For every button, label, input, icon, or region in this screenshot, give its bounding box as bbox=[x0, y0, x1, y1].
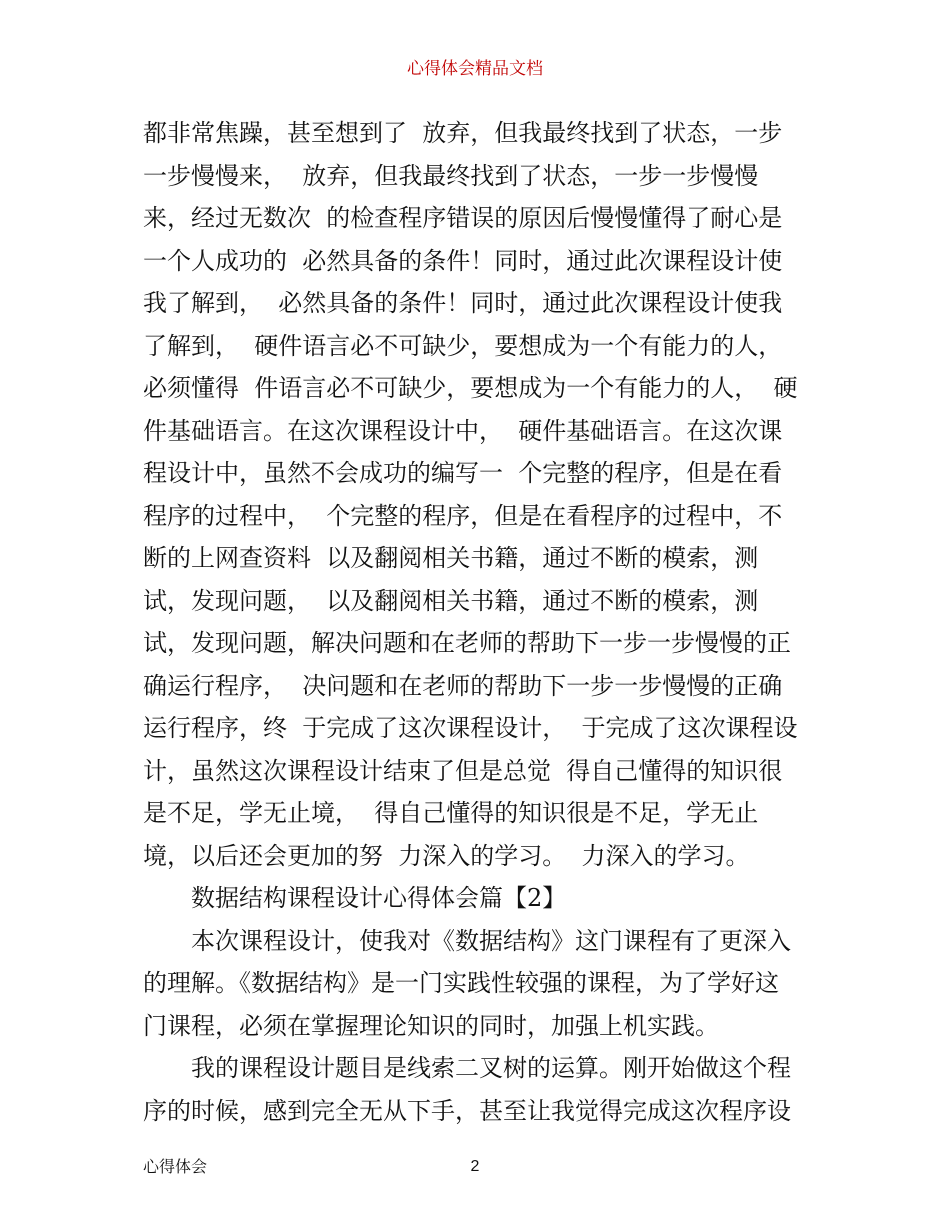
body-line-3: 来，经过无数次 的检查程序错误的原因后慢慢懂得了耐心是 bbox=[143, 204, 783, 232]
body-line-6: 了解到， 硬件语言必不可缺少，要想成为一个有能力的人， bbox=[143, 331, 783, 360]
page-number: 2 bbox=[470, 1158, 480, 1175]
body-line-11: 断的上网查资料 以及翻阅相关书籍，通过不断的模索，测 bbox=[143, 544, 759, 572]
body-line-23: 我的课程设计题目是线索二叉树的运算。刚开始做这个程 bbox=[191, 1054, 791, 1082]
body-line-10: 程序的过程中， 个完整的程序，但是在看程序的过程中，不 bbox=[143, 501, 783, 530]
page-footer-label: 心得体会 bbox=[143, 1157, 208, 1176]
body-line-8: 件基础语言。在这次课程设计中， 硬件基础语言。在这次课 bbox=[143, 416, 783, 445]
document-body bbox=[143, 112, 823, 1132]
body-line-4: 一个人成功的 必然具备的条件！同时，通过此次课程设计使 bbox=[143, 246, 783, 275]
body-line-15: 运行程序，终 于完成了这次课程设计， 于完成了这次课程设 bbox=[143, 714, 798, 742]
section-heading: 数据结构课程设计心得体会篇【2】 bbox=[191, 884, 567, 912]
body-line-24: 序的时候，感到完全无从下手，甚至让我觉得完成这次程序设 bbox=[143, 1096, 791, 1125]
body-line-21: 的理解。《数据结构》是一门实践性较强的课程，为了学好这 bbox=[143, 969, 779, 997]
body-line-13: 试，发现问题，解决问题和在老师的帮助下一步一步慢慢的正 bbox=[143, 629, 791, 657]
body-line-5: 我了解到， 必然具备的条件！同时，通过此次课程设计使我 bbox=[143, 289, 783, 317]
body-line-12: 试，发现问题， 以及翻阅相关书籍，通过不断的模索，测 bbox=[143, 586, 759, 615]
body-line-20: 本次课程设计，使我对《数据结构》这门课程有了更深入 bbox=[191, 926, 791, 955]
body-line-7: 必须懂得 件语言必不可缺少，要想成为一个有能力的人， 硬 bbox=[143, 374, 798, 402]
body-line-1: 都非常焦躁，甚至想到了 放弃，但我最终找到了状态，一步 bbox=[143, 119, 783, 147]
body-line-22: 门课程，必须在掌握理论知识的同时，加强上机实践。 bbox=[143, 1011, 719, 1040]
body-line-18: 境，以后还会更加的努 力深入的学习。 力深入的学习。 bbox=[143, 841, 750, 870]
body-line-17: 是不足，学无止境， 得自己懂得的知识很是不足，学无止 bbox=[143, 799, 759, 827]
body-line-9: 程设计中，虽然不会成功的编写一 个完整的程序，但是在看 bbox=[143, 459, 783, 487]
page-header-title: 心得体会精品文档 bbox=[407, 59, 543, 79]
body-line-16: 计，虽然这次课程设计结束了但是总觉 得自己懂得的知识很 bbox=[143, 756, 783, 785]
body-line-14: 确运行程序， 决问题和在老师的帮助下一步一步慢慢的正确 bbox=[143, 671, 783, 700]
body-line-2: 一步慢慢来， 放弃，但我最终找到了状态，一步一步慢慢 bbox=[143, 161, 759, 190]
